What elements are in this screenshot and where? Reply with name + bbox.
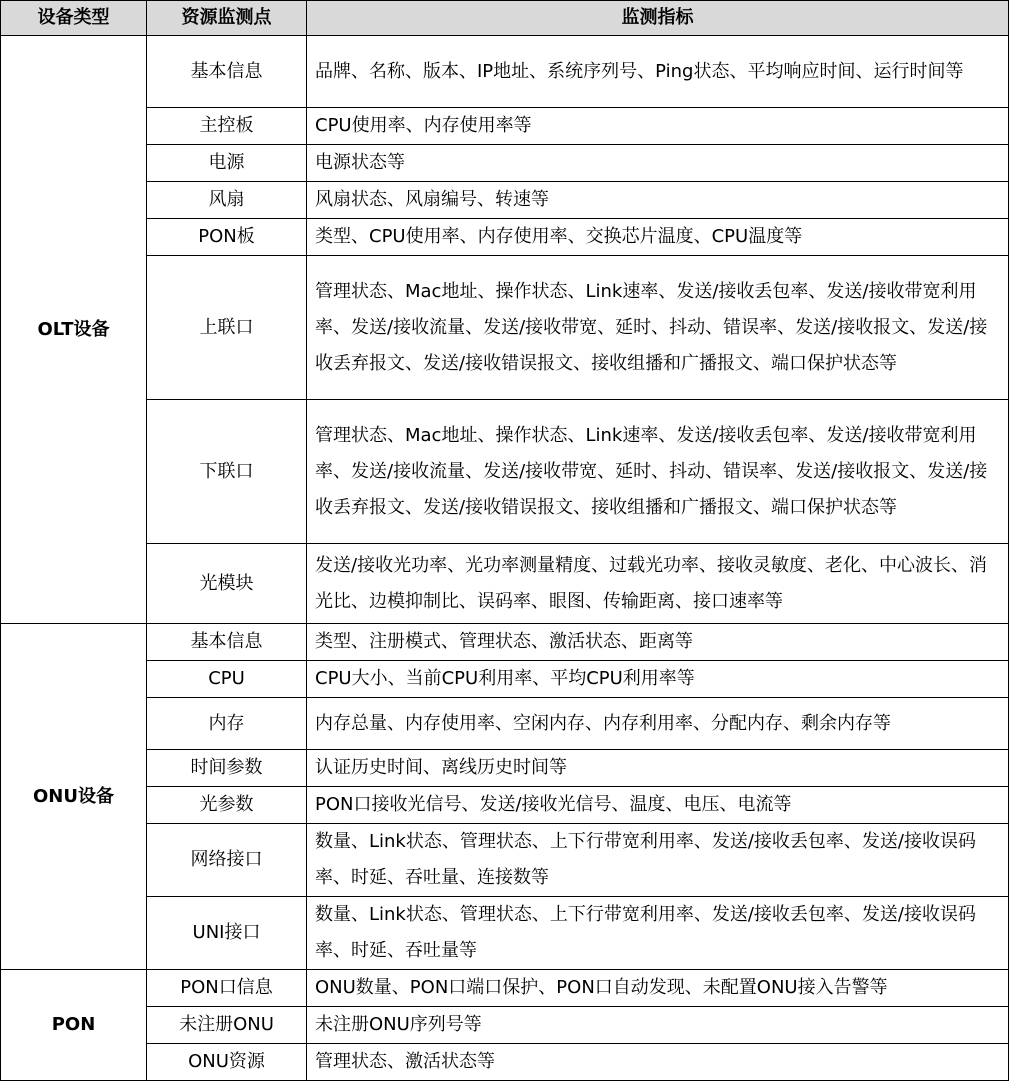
- metrics-cell: 管理状态、激活状态等: [307, 1044, 1009, 1081]
- monitor-point: 光模块: [147, 544, 307, 624]
- metrics-cell: 品牌、名称、版本、IP地址、系统序列号、Ping状态、平均响应时间、运行时间等: [307, 36, 1009, 108]
- metrics-cell: 管理状态、Mac地址、操作状态、Link速率、发送/接收丢包率、发送/接收带宽利用率、发送/接收流量、发送/接收带宽、延时、抖动、错误率、发送/接收报文、发送/接收丢弃报文、发送/接收错误报文、接收组播和广播报文、端口保护状态等: [307, 256, 1009, 400]
- metrics-cell: 发送/接收光功率、光功率测量精度、过载光功率、接收灵敏度、老化、中心波长、消光比、边模抑制比、误码率、眼图、传输距离、接口速率等: [307, 544, 1009, 624]
- monitor-point: 下联口: [147, 400, 307, 544]
- monitor-point: 上联口: [147, 256, 307, 400]
- table-row: [1, 897, 1009, 970]
- device-type-olt: OLT设备: [1, 36, 147, 624]
- monitor-point: 主控板: [147, 108, 307, 145]
- table-row: [1, 256, 1009, 400]
- metrics-cell: CPU使用率、内存使用率等: [307, 108, 1009, 145]
- header-monitor-point: 资源监测点: [147, 1, 307, 36]
- table-row: [1, 750, 1009, 787]
- monitor-point: 内存: [147, 698, 307, 750]
- metrics-cell: 未注册ONU序列号等: [307, 1007, 1009, 1044]
- metrics-cell: 内存总量、内存使用率、空闲内存、内存利用率、分配内存、剩余内存等: [307, 698, 1009, 750]
- table-row: [1, 182, 1009, 219]
- table-row: [1, 36, 1009, 108]
- header-row: [1, 1, 1009, 36]
- table-row: [1, 145, 1009, 182]
- table-row: [1, 661, 1009, 698]
- monitor-point: PON板: [147, 219, 307, 256]
- metrics-cell: CPU大小、当前CPU利用率、平均CPU利用率等: [307, 661, 1009, 698]
- metrics-cell: 风扇状态、风扇编号、转速等: [307, 182, 1009, 219]
- monitor-point: 网络接口: [147, 824, 307, 897]
- monitor-point: 风扇: [147, 182, 307, 219]
- table-row: [1, 970, 1009, 1007]
- table-row: [1, 624, 1009, 661]
- monitor-point: PON口信息: [147, 970, 307, 1007]
- metrics-cell: 数量、Link状态、管理状态、上下行带宽利用率、发送/接收丢包率、发送/接收误码率、时延、吞吐量等: [307, 897, 1009, 970]
- metrics-cell: 管理状态、Mac地址、操作状态、Link速率、发送/接收丢包率、发送/接收带宽利用率、发送/接收流量、发送/接收带宽、延时、抖动、错误率、发送/接收报文、发送/接收丢弃报文、发送/接收错误报文、接收组播和广播报文、端口保护状态等: [307, 400, 1009, 544]
- table-row: [1, 1044, 1009, 1081]
- monitor-point: 基本信息: [147, 36, 307, 108]
- metrics-cell: 数量、Link状态、管理状态、上下行带宽利用率、发送/接收丢包率、发送/接收误码率、时延、吞吐量、连接数等: [307, 824, 1009, 897]
- metrics-cell: 认证历史时间、离线历史时间等: [307, 750, 1009, 787]
- table-row: [1, 400, 1009, 544]
- device-type-onu: ONU设备: [1, 624, 147, 970]
- device-type-pon: PON: [1, 970, 147, 1081]
- monitor-point: ONU资源: [147, 1044, 307, 1081]
- header-device-type: 设备类型: [1, 1, 147, 36]
- table-row: [1, 698, 1009, 750]
- table-row: [1, 824, 1009, 897]
- monitor-point: 光参数: [147, 787, 307, 824]
- table-row: [1, 219, 1009, 256]
- metrics-cell: 电源状态等: [307, 145, 1009, 182]
- monitor-point: 基本信息: [147, 624, 307, 661]
- metrics-cell: 类型、注册模式、管理状态、激活状态、距离等: [307, 624, 1009, 661]
- metrics-cell: 类型、CPU使用率、内存使用率、交换芯片温度、CPU温度等: [307, 219, 1009, 256]
- monitor-point: 电源: [147, 145, 307, 182]
- table-row: [1, 544, 1009, 624]
- monitor-point: CPU: [147, 661, 307, 698]
- monitor-point: 时间参数: [147, 750, 307, 787]
- metrics-cell: ONU数量、PON口端口保护、PON口自动发现、未配置ONU接入告警等: [307, 970, 1009, 1007]
- monitor-point: 未注册ONU: [147, 1007, 307, 1044]
- table-row: [1, 108, 1009, 145]
- header-metrics: 监测指标: [307, 1, 1009, 36]
- table-row: [1, 1007, 1009, 1044]
- monitor-point: UNI接口: [147, 897, 307, 970]
- metrics-cell: PON口接收光信号、发送/接收光信号、温度、电压、电流等: [307, 787, 1009, 824]
- table-row: [1, 787, 1009, 824]
